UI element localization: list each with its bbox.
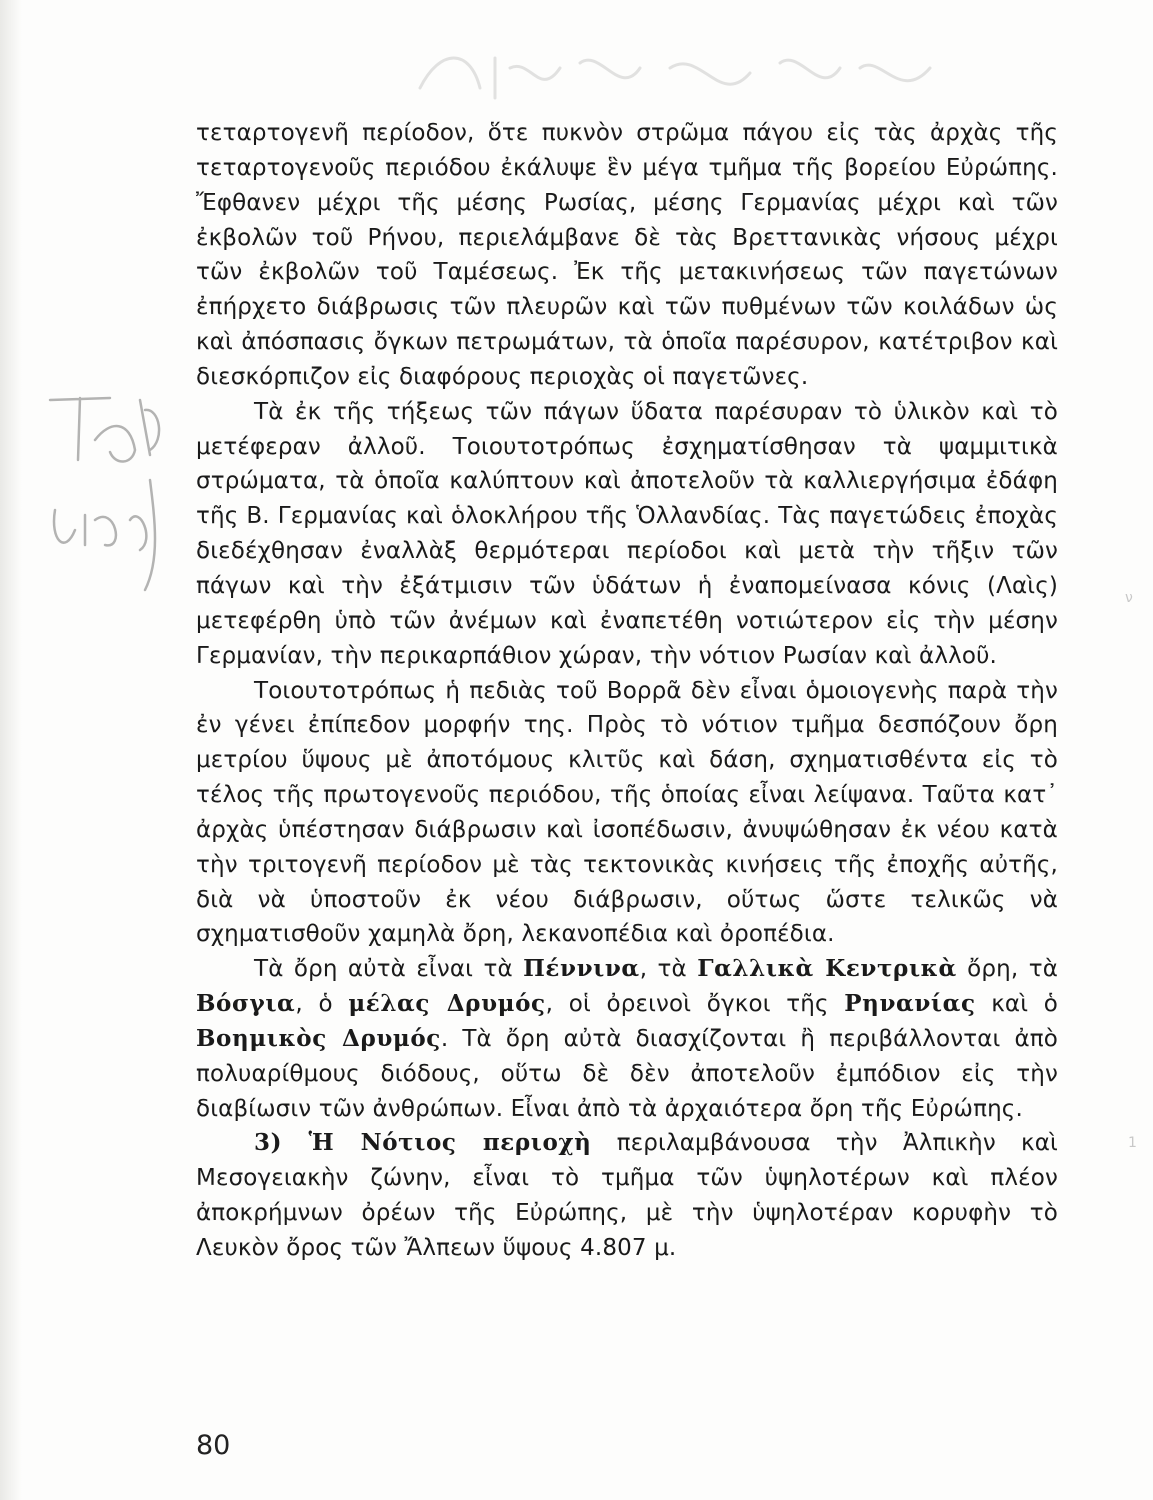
body-text [196,116,1058,1266]
text-run: Τὰ ὄρη αὐτὰ εἶναι τὰ [254,956,524,983]
text-run: περιλαμβάνουσα τὴν Ἀλπικὴν καὶ Μεσογειακὴν ζώνην, εἶναι τὸ τμῆμα τῶν ὑψηλοτέρων καὶ πλέον ἀποκρήμνων ὀρέων τῆς Εὐρώπης, μὲ τὴν ὑψηλοτέραν κορυφὴν τὸ Λευκὸν ὄρος τῶν Ἄλπεων ὕψους 4.807 μ. [196,1130,1058,1261]
paragraph [196,952,1058,1126]
page-number: 80 [196,1430,231,1461]
text-run: , τὰ [639,956,698,983]
show-through-handwriting [400,28,960,118]
paragraph [196,116,1058,395]
emphasized-term: μέλας Δρυμός [348,990,546,1018]
emphasized-term: Ρηνανίας [844,990,976,1018]
text-run: τεταρτογενῆ περίοδον, ὅτε πυκνὸν στρῶμα πάγου εἰς τὰς ἀρχὰς τῆς τεταρτογενοῦς περιόδου ἐκάλυψε ἓν μέγα τμῆμα τῆς βορείου Εὐρώπης. Ἔφθανεν μέχρι τῆς μέσης Ρωσίας, μέσης Γερμανίας μέχρι καὶ τῶν ἐκβολῶν τοῦ Ρήνου, περιελάμβανε δὲ τὰς Βρεττανικὰς νήσους μέχρι τῶν ἐκβολῶν τοῦ Ταμέσεως. Ἐκ τῆς μετακινήσεως τῶν παγετώνων ἐπήρχετο διάβρωσις τῶν πλευρῶν καὶ τῶν πυθμένων τῶν κοιλάδων ὡς καὶ ἀπόσπασις ὄγκων πετρωμάτων, τὰ ὁποῖα παρέσυρον, κατέτριβον καὶ διεσκόρπιζον εἰς διαφόρους περιοχὰς οἱ παγετῶνες. [196,120,1058,390]
text-run: καὶ ὁ [975,991,1059,1018]
text-run: . Τὰ ὄρη αὐτὰ διασχίζονται ἢ περιβάλλονται ἀπὸ πολυαρίθμους διόδους, οὕτω δὲ δὲν ἀποτελοῦν ἐμπόδιον εἰς τὴν διαβίωσιν τῶν ἀνθρώπων. Εἶναι ἀπὸ τὰ ἀρχαιότερα ὄρη τῆς Εὐρώπης. [196,1025,1058,1122]
emphasized-term: Πέννινα [523,955,640,983]
text-run: Τοιουτοτρόπως ἡ πεδιὰς τοῦ Βορρᾶ δὲν εἶναι ὁμοιογενὴς παρὰ τὴν ἐν γένει ἐπίπεδον μορφήν της. Πρὸς τὸ νότιον τμῆμα δεσπόζουν ὄρη μετρίου ὕψους μὲ ἀποτόμους κλιτῦς καὶ δάση, σχηματισθέντα εἰς τὸ τέλος τῆς πρωτογενοῦς περιόδου, τῆς ὁποίας εἶναι λείψανα. Ταῦτα κατ᾿ ἀρχὰς ὑπέστησαν διάβρωσιν καὶ ἰσοπέδωσιν, ἀνυψώθησαν ἐκ νέου κατὰ τὴν τριτογενῆ περίοδον μὲ τὰς τεκτονικὰς κινήσεις τῆς ἐποχῆς αὐτῆς, διὰ νὰ ὑποστοῦν ἐκ νέου διάβρωσιν, οὕτως ὥστε τελικῶς νὰ σχηματισθοῦν χαμηλὰ ὄρη, λεκανοπέδια καὶ ὀροπέδια. [196,677,1058,948]
emphasized-term: Γαλλικὰ Κεντρικὰ [697,955,957,983]
emphasized-term: Βόσγια [196,990,296,1018]
margin-handwriting [40,380,170,610]
gutter-mark: 1 [1128,1135,1137,1151]
binding-shadow [0,0,22,1500]
gutter-mark: ν [1125,590,1133,606]
text-run: , ὁ [295,991,349,1018]
text-run: ὄρη, τὰ [956,956,1058,983]
emphasized-term: 3) Ἡ Νότιος περιοχὴ [254,1129,592,1157]
paragraph [196,674,1058,953]
paragraph [196,1126,1058,1265]
emphasized-term: Βοημικὸς Δρυμός [196,1024,441,1052]
text-run: , οἱ ὀρεινοὶ ὄγκοι τῆς [545,991,845,1018]
text-run: Τὰ ἐκ τῆς τήξεως τῶν πάγων ὕδατα παρέσυραν τὸ ὑλικὸν καὶ τὸ μετέφεραν ἀλλοῦ. Τοιουτοτρόπως ἐσχηματίσθησαν τὰ ψαμμιτικὰ στρώματα, τὰ ὁποῖα καλύπτουν καὶ ἀποτελοῦν τὰ καλλιεργήσιμα ἐδάφη τῆς Β. Γερμανίας καὶ ὁλοκλήρου τῆς Ὁλλανδίας. Τὰς παγετώδεις ἐποχὰς διεδέχθησαν ἐναλλὰξ θερμότεραι περίοδοι καὶ μετὰ τὴν τῆξιν τῶν πάγων καὶ τὴν ἐξάτμισιν τῶν ὑδάτων ἡ ἐναπομείνασα κόνις (Λαὶς) μετεφέρθη ὑπὸ τῶν ἀνέμων καὶ ἐναπετέθη νοτιώτερον εἰς τὴν μέσην Γερμανίαν, τὴν περικαρπάθιον χώραν, τὴν νότιον Ρωσίαν καὶ ἀλλοῦ. [196,398,1058,669]
paragraph [196,395,1058,674]
